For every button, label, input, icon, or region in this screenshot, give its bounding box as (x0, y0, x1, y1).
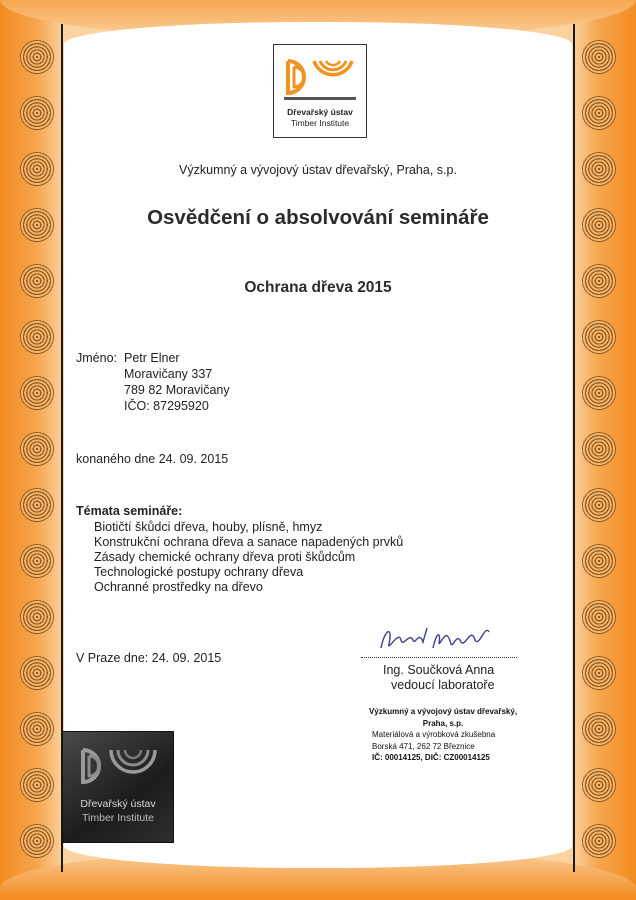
spiral-ornament (20, 656, 54, 690)
signatory-name: Ing. Součková Anna (383, 663, 495, 677)
recipient-ico: IČO: 87295920 (124, 399, 209, 413)
seminar-name: Ochrana dřeva 2015 (244, 279, 392, 296)
place-date: V Praze dne: 24. 09. 2015 (76, 651, 222, 665)
spiral-ornament (20, 544, 54, 578)
stamp-line-4: Borská 471, 262 72 Březnice (372, 741, 475, 751)
topic-item: Ochranné prostředky na dřevo (94, 580, 263, 594)
recipient-name: Petr Elner (124, 351, 180, 365)
certificate-title: Osvědčení o absolvování semináře (147, 206, 489, 229)
institute-badge (62, 731, 174, 843)
spiral-ornament (20, 712, 54, 746)
official-stamp (368, 706, 518, 764)
spiral-ornament (582, 824, 616, 858)
spiral-ornament (582, 376, 616, 410)
spiral-ornament (582, 768, 616, 802)
recipient-street: Moravičany 337 (124, 367, 213, 381)
spiral-ornament (582, 656, 616, 690)
organization-name: Výzkumný a vývojový ústav dřevařský, Praha, s.p. (179, 163, 457, 177)
badge-arcs-icon (77, 742, 159, 794)
signatory-role: vedoucí laboratoře (391, 678, 495, 692)
logo-line-2: Timber Institute (290, 118, 350, 128)
topic-item: Konstrukční ochrana dřeva a sanace napadených prvků (94, 535, 404, 549)
left-spiral-pattern (18, 30, 58, 870)
spiral-ornament (582, 712, 616, 746)
spiral-ornament (20, 768, 54, 802)
right-border-line (573, 24, 575, 872)
spiral-ornament (20, 824, 54, 858)
topic-item: Technologické postupy ochrany dřeva (94, 565, 304, 579)
right-spiral-pattern (580, 30, 620, 870)
spiral-ornament (582, 320, 616, 354)
logo-line-1: Dřevařský ústav (287, 107, 353, 117)
stamp-line-3: Materiálová a výrobková zkušebna (372, 730, 496, 739)
spiral-ornament (20, 600, 54, 634)
spiral-ornament (20, 40, 54, 74)
spiral-ornament (582, 96, 616, 130)
spiral-ornament (20, 432, 54, 466)
badge-line-1: Dřevařský ústav (80, 798, 156, 810)
spiral-ornament (582, 432, 616, 466)
topics-heading: Témata semináře: (76, 504, 183, 518)
spiral-ornament (582, 40, 616, 74)
recipient-city: 789 82 Moravičany (124, 383, 230, 397)
stamp-line-1: Výzkumný a vývojový ústav dřevařský, (368, 707, 518, 716)
spiral-ornament (20, 488, 54, 522)
spiral-ornament (582, 488, 616, 522)
held-date: konaného dne 24. 09. 2015 (76, 452, 229, 466)
stamp-line-5: IČ: 00014125, DIČ: CZ00014125 (372, 753, 490, 762)
topic-item: Biotičtí škůdci dřeva, houby, plísně, hmyz (94, 520, 323, 534)
logo-arcs-icon (284, 51, 356, 107)
stamp-line-2: Praha, s.p. (422, 718, 464, 728)
spiral-ornament (20, 320, 54, 354)
institute-logo (273, 44, 367, 138)
spiral-ornament (582, 544, 616, 578)
badge-line-2: Timber Institute (82, 812, 154, 824)
spiral-ornament (582, 600, 616, 634)
spiral-ornament (20, 96, 54, 130)
signature-line (361, 657, 517, 658)
spiral-ornament (20, 376, 54, 410)
signature-icon (375, 618, 495, 658)
topic-item: Zásady chemické ochrany dřeva proti škůdcům (94, 550, 356, 564)
name-label: Jméno: (76, 351, 117, 365)
